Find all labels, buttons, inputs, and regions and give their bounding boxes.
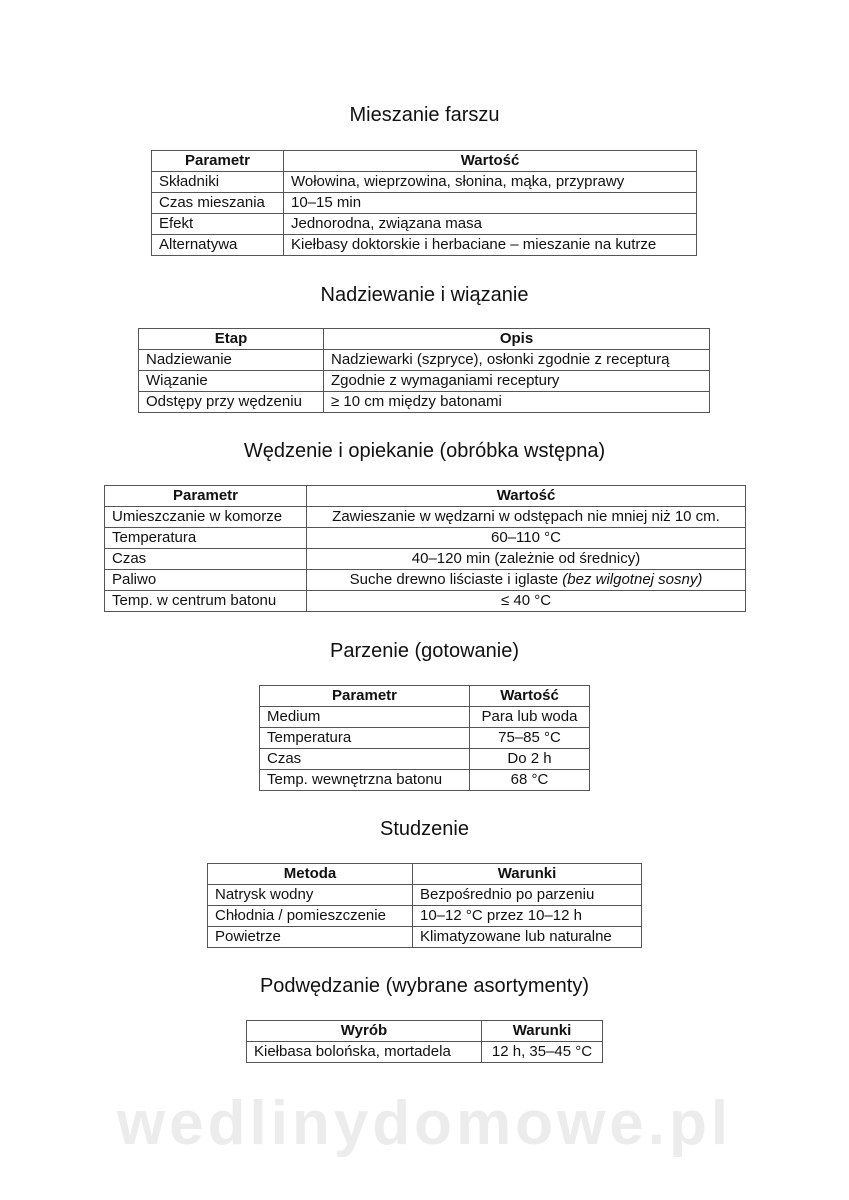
table-row	[139, 392, 710, 413]
table-cell: Temp. wewnętrzna batonu	[260, 770, 470, 791]
table-cell: 68 °C	[470, 770, 590, 791]
table-cell: ≤ 40 °C	[307, 591, 746, 612]
watermark: wedlinydomowe.pl	[116, 1089, 733, 1158]
table-nadziewanie	[138, 328, 710, 413]
table-cell: Kiełbasa bolońska, mortadela	[247, 1042, 482, 1063]
table-cell: Natrysk wodny	[208, 885, 413, 906]
table-cell: 40–120 min (zależnie od średnicy)	[307, 549, 746, 570]
table-wedzenie	[104, 485, 746, 612]
table-cell: Umieszczanie w komorze	[105, 507, 307, 528]
table-row	[260, 749, 590, 770]
column-header: Wartość	[470, 686, 590, 707]
column-header: Warunki	[482, 1021, 603, 1042]
table-cell	[307, 570, 746, 591]
table-cell: Składniki	[152, 172, 284, 193]
table-cell: Kiełbasy doktorskie i herbaciane – mieszanie na kutrze	[284, 235, 697, 256]
table-cell: Wołowina, wieprzowina, słonina, mąka, przyprawy	[284, 172, 697, 193]
table-row	[260, 770, 590, 791]
table-cell: Bezpośrednio po parzeniu	[413, 885, 642, 906]
table-cell: Czas	[105, 549, 307, 570]
column-header: Parametr	[152, 151, 284, 172]
section-title-nadziewanie: Nadziewanie i wiązanie	[320, 284, 529, 306]
table-cell: Powietrze	[208, 927, 413, 948]
table-header-row	[152, 151, 697, 172]
column-header: Wyrób	[247, 1021, 482, 1042]
table-cell: Temperatura	[105, 528, 307, 549]
section-title-mieszanie: Mieszanie farszu	[349, 104, 500, 126]
column-header: Wartość	[307, 486, 746, 507]
table-cell: ≥ 10 cm między batonami	[324, 392, 710, 413]
table-cell: Odstępy przy wędzeniu	[139, 392, 324, 413]
section-title-parzenie: Parzenie (gotowanie)	[330, 640, 519, 662]
table-row	[260, 728, 590, 749]
table-cell: Temp. w centrum batonu	[105, 591, 307, 612]
table-row	[105, 591, 746, 612]
table-row	[260, 707, 590, 728]
table-row	[208, 906, 642, 927]
table-cell: Nadziewarki (szpryce), osłonki zgodnie z recepturą	[324, 350, 710, 371]
fuel-note: (bez wilgotnej sosny)	[562, 571, 703, 588]
table-cell: Do 2 h	[470, 749, 590, 770]
table-cell: Para lub woda	[470, 707, 590, 728]
column-header: Parametr	[105, 486, 307, 507]
table-header-row	[105, 486, 746, 507]
table-header-row	[208, 864, 642, 885]
table-parzenie	[259, 685, 590, 791]
column-header: Opis	[324, 329, 710, 350]
table-row	[152, 235, 697, 256]
table-row	[105, 549, 746, 570]
table-cell: Temperatura	[260, 728, 470, 749]
table-podwedzanie	[246, 1020, 603, 1063]
column-header: Warunki	[413, 864, 642, 885]
table-cell: Chłodnia / pomieszczenie	[208, 906, 413, 927]
table-cell: Medium	[260, 707, 470, 728]
column-header: Wartość	[284, 151, 697, 172]
table-cell: 10–15 min	[284, 193, 697, 214]
table-cell: 12 h, 35–45 °C	[482, 1042, 603, 1063]
table-cell: Czas mieszania	[152, 193, 284, 214]
table-row	[152, 193, 697, 214]
table-row	[152, 172, 697, 193]
table-row	[208, 885, 642, 906]
table-row	[139, 350, 710, 371]
table-cell: Zawieszanie w wędzarni w odstępach nie mniej niż 10 cm.	[307, 507, 746, 528]
table-cell: 10–12 °C przez 10–12 h	[413, 906, 642, 927]
section-title-podwedzanie: Podwędzanie (wybrane asortymenty)	[259, 975, 590, 997]
table-cell: Czas	[260, 749, 470, 770]
column-header: Etap	[139, 329, 324, 350]
table-cell: Efekt	[152, 214, 284, 235]
table-row	[152, 214, 697, 235]
table-row	[105, 570, 746, 591]
table-studzenie	[207, 863, 642, 948]
section-title-studzenie: Studzenie	[380, 818, 469, 840]
table-row	[139, 371, 710, 392]
section-title-wedzenie: Wędzenie i opiekanie (obróbka wstępna)	[243, 440, 606, 462]
table-cell: Zgodnie z wymaganiami receptury	[324, 371, 710, 392]
column-header: Metoda	[208, 864, 413, 885]
table-header-row	[247, 1021, 603, 1042]
table-cell: Jednorodna, związana masa	[284, 214, 697, 235]
table-row	[208, 927, 642, 948]
table-cell: Klimatyzowane lub naturalne	[413, 927, 642, 948]
table-cell: 75–85 °C	[470, 728, 590, 749]
table-header-row	[139, 329, 710, 350]
table-cell: Wiązanie	[139, 371, 324, 392]
table-row	[105, 528, 746, 549]
table-cell: Nadziewanie	[139, 350, 324, 371]
table-row	[105, 507, 746, 528]
table-header-row	[260, 686, 590, 707]
table-cell: Alternatywa	[152, 235, 284, 256]
table-mieszanie	[151, 150, 697, 256]
column-header: Parametr	[260, 686, 470, 707]
table-row	[247, 1042, 603, 1063]
fuel-text: Suche drewno liściaste i iglaste	[349, 571, 559, 588]
table-cell: 60–110 °C	[307, 528, 746, 549]
table-cell: Paliwo	[105, 570, 307, 591]
